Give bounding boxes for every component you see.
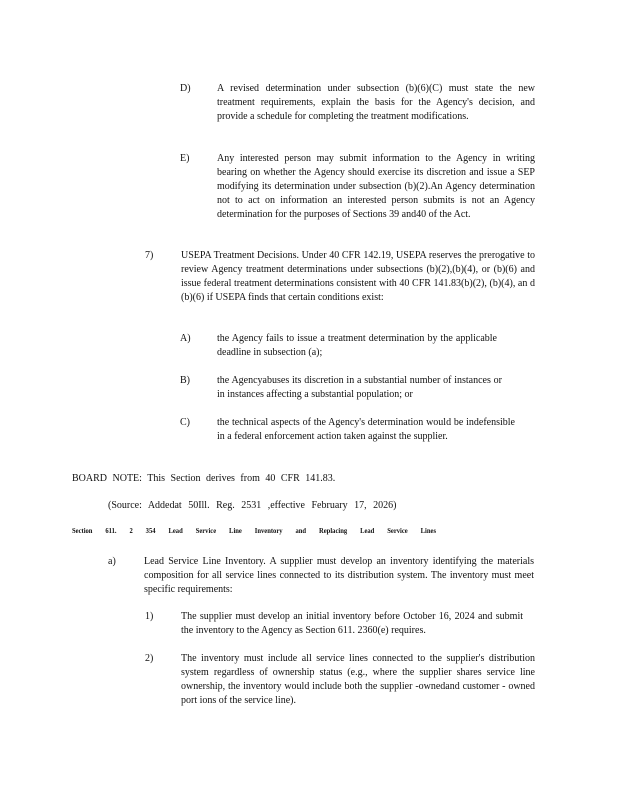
- item-text: the technical aspects of the Agency's determination would be indefensible in a federal enforcement action taken against the supplier.: [217, 417, 515, 442]
- item-label: 1): [145, 611, 154, 622]
- item-text: USEPA Treatment Decisions. Under 40 CFR 142.19, USEPA reserves the prerogative to review Agency treatment determinations under subsections (b)(2),(b)(4), or (b)(6) and issue federal treatment determinations consistent with 40 CFR 141.83(b)(2), (b)(4), an d (b)(6) if USEPA finds that certain conditions exist:: [181, 250, 535, 303]
- item-text: The inventory must include all service lines connected to the supplier's distribution system regardless of ownership status (e.g., where the supplier shares service line ownership, the inventory would include both the supplier -ownedand customer - owned port ions of the service line).: [181, 653, 535, 706]
- item-text: the Agency fails to issue a treatment determination by the applicable deadline in subsection (a);: [217, 333, 497, 358]
- item-label: D): [180, 83, 191, 94]
- item-label: a): [108, 556, 116, 567]
- item-label: E): [180, 153, 190, 164]
- item-text: The supplier must develop an initial inventory before October 16, 2024 and submit the inventory to the Agency as Section 611. 2360(e) requires.: [181, 611, 523, 636]
- item-text: Any interested person may submit information to the Agency in writing bearing on whether the Agency should exercise its discretion and issue a SEP modifying its determination under subsection (b)(2).An Agency determination not to act on information an interested person submits is not an Agency determination for the purposes of Sections 39 and40 of the Act.: [217, 153, 535, 220]
- section-heading: Section 611. 2 354 Lead Service Line Inventory and Replacing Lead Service Lines: [72, 527, 437, 535]
- item-label: C): [180, 417, 190, 428]
- board-note: BOARD NOTE: This Section derives from 40 CFR 141.83.: [72, 473, 336, 484]
- item-text: A revised determination under subsection (b)(6)(C) must state the new treatment requirements, explain the basis for the Agency's decision, and provide a schedule for completing the treatment modifications.: [217, 83, 535, 122]
- item-label: 7): [145, 250, 154, 261]
- item-label: A): [180, 333, 191, 344]
- item-text: Lead Service Line Inventory. A supplier must develop an inventory identifying the materials composition for all service lines connected to its distribution system. The inventory must meet specific requirements:: [144, 556, 534, 595]
- item-label: B): [180, 375, 190, 386]
- source-note: (Source: Addedat 50Ill. Reg. 2531 ,effective February 17, 2026): [108, 500, 397, 511]
- item-text: the Agencyabuses its discretion in a substantial number of instances or in instances affecting a substantial population; or: [217, 375, 502, 400]
- item-label: 2): [145, 653, 154, 664]
